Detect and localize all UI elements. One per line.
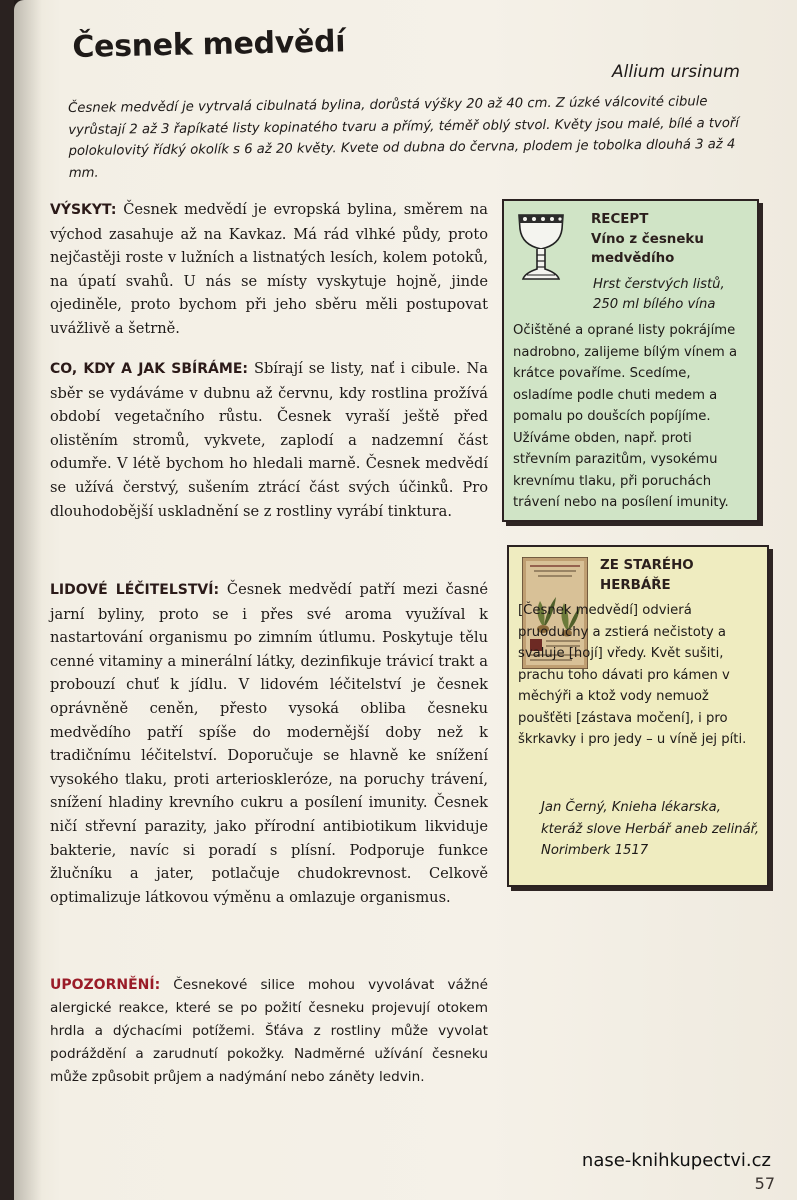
section-heading: CO, KDY A JAK SBÍRÁME: — [50, 361, 248, 377]
intro-paragraph: Česnek medvědí je vytrvalá cibulnatá bylina, dorůstá výšky 20 až 40 cm. Z úzké válcovité cibule vyrůstají 2 až 3 řapíkaté listy kopinatého tvaru a přímý, téměř oblý stvol. Květy jsou malé, bílé a tvoří polokulovitý řídký okolík s 6 až 20 květy. Kvete od dubna do června, plodem je tobolka dlouhá 3 až 4 mm. — [68, 94, 740, 181]
herbar-title: ZE STARÉHO — [600, 558, 694, 573]
section-text: Sbírají se listy, nať i cibule. Na sběr se vydáváme v dubnu až červnu, kdy rostlina prožívá období vegetačního růstu. Česnek vyraší ještě před olistěním stromů, vykvete, zaplodí a nadzemní část odumře. V létě bychom ho hledali marně. Česnek medvědí se užívá čerstvý, sušením ztrácí část svých účinků. Pro dlouhodobější uskladnění se z rostliny vyrábí tinktura. — [50, 360, 489, 520]
wine-glass-icon — [515, 211, 567, 283]
page-number: 57 — [754, 1174, 775, 1193]
website-watermark: nase-knihkupectvi.cz — [581, 1150, 771, 1171]
section-upozorneni — [50, 974, 488, 1089]
section-heading: LIDOVÉ LÉČITELSTVÍ: — [50, 582, 220, 598]
herbar-box — [507, 545, 769, 887]
herbar-quote-text: [Česnek medvědí] odvierá pruoduchy a zstierá nečistoty a svaluje [hojí] vředy. Květ sušiti, prachu toho dávati pro kámen v měchýři a ktož vody nemuož poušťěti [zástava močení], i pro škrkavky i pro jedy – u víně jej píti. — [518, 603, 747, 747]
section-sber — [50, 357, 488, 523]
latin-name: Allium ursinum — [612, 62, 740, 82]
warning-heading: UPOZORNĚNÍ: — [50, 977, 161, 993]
recipe-ingredient: 250 ml bílého vína — [593, 297, 716, 312]
recipe-box — [502, 199, 759, 522]
section-text: Česnek medvědí je evropská bylina, směrem na východ zasahuje až na Kavkaz. Má rád vlhké půdy, proto nejčastěji roste v lužních a listnatých lesích, kolem potoků, na úpatí svahů. U nás se místy vyskytuje hojně, jinde ojediněle, proto bychom při jeho sběru měli postupovat uvážlivě a šetrně. — [50, 201, 488, 337]
section-heading: VÝSKYT: — [50, 202, 117, 218]
section-text: Česnekové silice mohou vyvolávat vážné alergické reakce, které se po požití česneku projevují otokem hrdla a dýchacími potížemi. Šťáva z rostliny může vyvolat podráždění a zarudnutí pokožky. Nadměrné užívání česneku může způsobit průjem a nadýmání nebo záněty ledvin. — [50, 977, 488, 1085]
herbar-citation: Jan Černý, Knieha lékarska, kteráž slove Herbář aneb zelinář, Norimberk 1517 — [541, 800, 760, 858]
recipe-title: Víno z česneku medvědího — [591, 232, 704, 266]
section-vyskyt — [50, 198, 488, 341]
herbar-title: HERBÁŘE — [600, 578, 671, 593]
recipe-label: RECEPT — [591, 212, 649, 227]
section-lidove — [50, 578, 488, 909]
recipe-text: Očištěné a oprané listy pokrájíme nadrobno, zalijeme bílým vínem a krátce povaříme. Scedíme, osladíme podle chuti medem a pomalu po doušcích popíjíme. Užíváme obden, např. proti střevním parazitům, vysokému krevnímu tlaku, při poruchách trávení nebo na posílení imunity. — [513, 323, 738, 510]
page-binding-shadow — [14, 0, 42, 1200]
page-title: Česnek medvědí — [72, 24, 346, 65]
recipe-ingredient: Hrst čerstvých listů, — [593, 277, 725, 292]
herbar-quote — [518, 600, 763, 751]
section-text: Česnek medvědí patří mezi časné jarní byliny, proto se i přes své aroma využíval k nastartování organismu po zimním útlumu. Poskytuje tělu cenné vitaminy a minerální látky, dezinfikuje trávicí trakt a probouzí chuť k jídlu. V lidovém léčitelství je česnek oprávněně ceněn, přesto vysoká obliba česneku medvědího patří spíše do modernější doby než k tradičnímu léčitelství. Doporučuje se hlavně ke snížení vysokého tlaku, proti arterioskleróze, na poruchy trávení, snížení hladiny krevního cukru a posílení imunity. Česnek ničí střevní parazity, jako přírodní antibiotikum likviduje bakterie, navíc si poradí s plísní. Podporuje funkce žlučníku a jater, potlačuje chudokrevnost. Celkově optimalizuje látkovou výměnu a omlazuje organismus. — [50, 581, 488, 906]
